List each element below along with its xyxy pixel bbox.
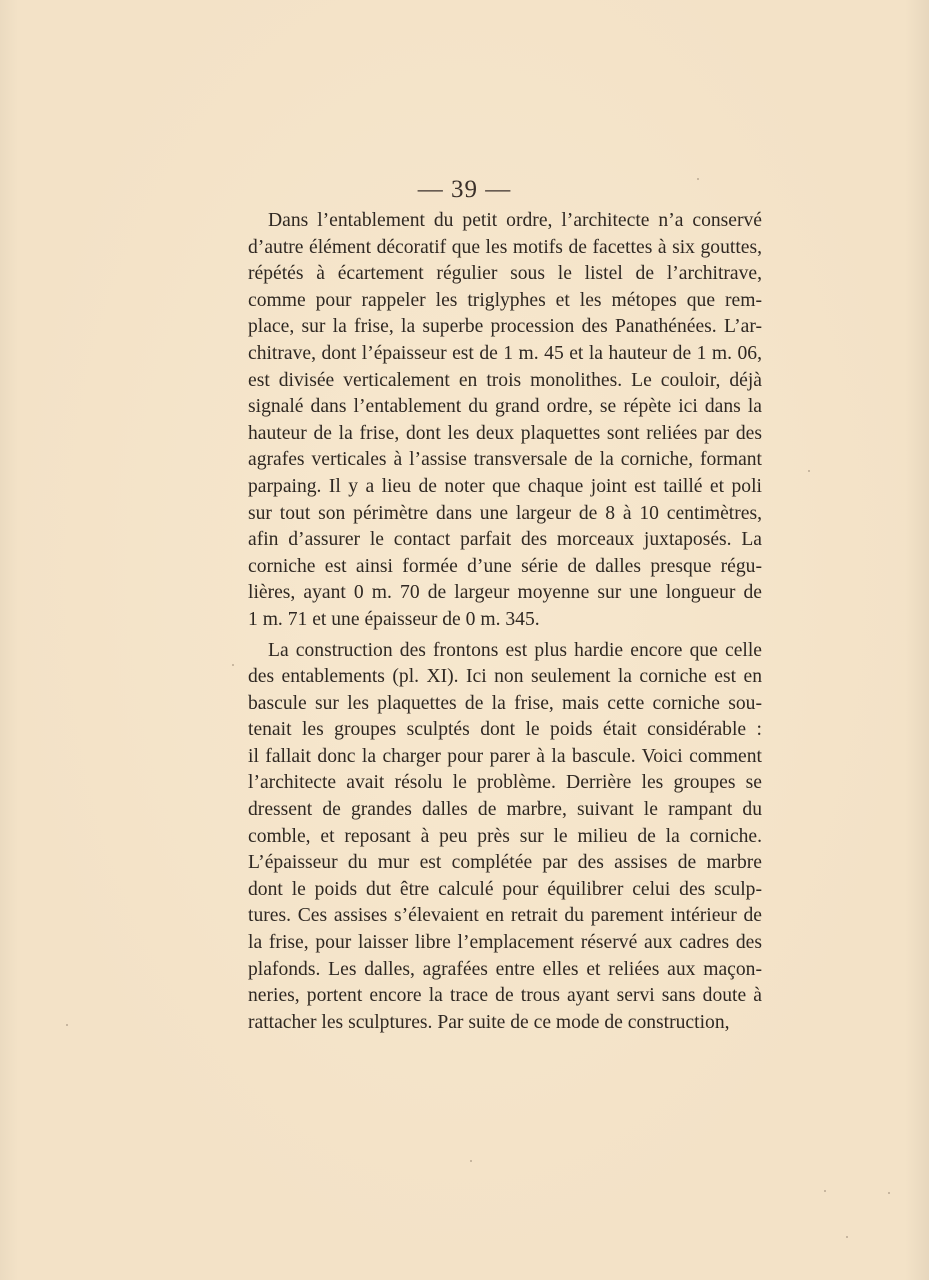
- paper-speck: [66, 1024, 68, 1026]
- text-line: lières, ayant 0 m. 70 de largeur moyenne sur une longueur de: [248, 582, 762, 604]
- paragraph-2: [248, 638, 762, 1037]
- paper-speck: [846, 1236, 848, 1238]
- paper-speck: [888, 1192, 890, 1194]
- text-line: sur tout son périmètre dans une largeur de 8 à 10 centimètres,: [248, 502, 762, 524]
- text-line: parpaing. Il y a lieu de noter que chaque joint est taillé et poli: [248, 475, 762, 497]
- text-line: signalé dans l’entablement du grand ordre, se répète ici dans la: [248, 396, 762, 418]
- text-line: il fallait donc la charger pour parer à la bascule. Voici comment: [248, 745, 762, 767]
- text-line: est divisée verticalement en trois monolithes. Le couloir, déjà: [248, 369, 762, 391]
- text-line: L’épaisseur du mur est complétée par des assises de marbre: [248, 852, 762, 874]
- paper-speck: [470, 1160, 472, 1162]
- text-line: l’architecte avait résolu le problème. Derrière les groupes se: [248, 772, 762, 794]
- text-line: Dans l’entablement du petit ordre, l’architecte n’a conservé: [268, 210, 762, 231]
- text-line: hauteur de la frise, dont les deux plaquettes sont reliées par des: [248, 422, 762, 444]
- text-line: comme pour rappeler les triglyphes et les métopes que rem-: [248, 289, 762, 311]
- page-number: — 39 —: [417, 176, 512, 203]
- paper-speck: [808, 470, 810, 472]
- text-line: tenait les groupes sculptés dont le poids était considérable :: [248, 719, 762, 741]
- paper-speck: [824, 1190, 826, 1192]
- text-line: chitrave, dont l’épaisseur est de 1 m. 45 et la hauteur de 1 m. 06,: [248, 342, 762, 364]
- text-line: tures. Ces assises s’élevaient en retrait du parement intérieur de: [248, 905, 762, 927]
- text-line: rattacher les sculptures. Par suite de ce mode de construction,: [248, 1011, 730, 1033]
- text-line: d’autre élément décoratif que les motifs de facettes à six gouttes,: [248, 236, 762, 258]
- paper-speck: [232, 664, 234, 666]
- text-line: des entablements (pl. XI). Ici non seulement la corniche est en: [248, 666, 762, 688]
- text-line: comble, et reposant à peu près sur le milieu de la corniche.: [248, 825, 762, 847]
- text-line: dont le poids dut être calculé pour équilibrer celui des sculp-: [248, 878, 762, 900]
- text-line: 1 m. 71 et une épaisseur de 0 m. 345.: [248, 608, 540, 630]
- text-line: agrafes verticales à l’assise transversale de la corniche, formant: [248, 449, 762, 471]
- text-line: bascule sur les plaquettes de la frise, mais cette corniche sou-: [248, 692, 762, 714]
- text-line: afin d’assurer le contact parfait des morceaux juxtaposés. La: [248, 529, 762, 551]
- text-line: place, sur la frise, la superbe procession des Panathénées. L’ar-: [248, 316, 762, 338]
- text-line: la frise, pour laisser libre l’emplacement réservé aux cadres des: [248, 932, 762, 954]
- text-line: corniche est ainsi formée d’une série de dalles presque régu-: [248, 555, 762, 577]
- text-line: dressent de grandes dalles de marbre, suivant le rampant du: [248, 799, 762, 821]
- paper-speck: [697, 178, 699, 180]
- paragraph-1: [248, 208, 762, 634]
- body-text: [248, 208, 762, 1036]
- text-line: plafonds. Les dalles, agrafées entre elles et reliées aux maçon-: [248, 958, 762, 980]
- text-line: La construction des frontons est plus hardie encore que celle: [268, 639, 762, 661]
- text-line: neries, portent encore la trace de trous ayant servi sans doute à: [248, 985, 762, 1007]
- text-line: répétés à écartement régulier sous le listel de l’architrave,: [248, 263, 762, 285]
